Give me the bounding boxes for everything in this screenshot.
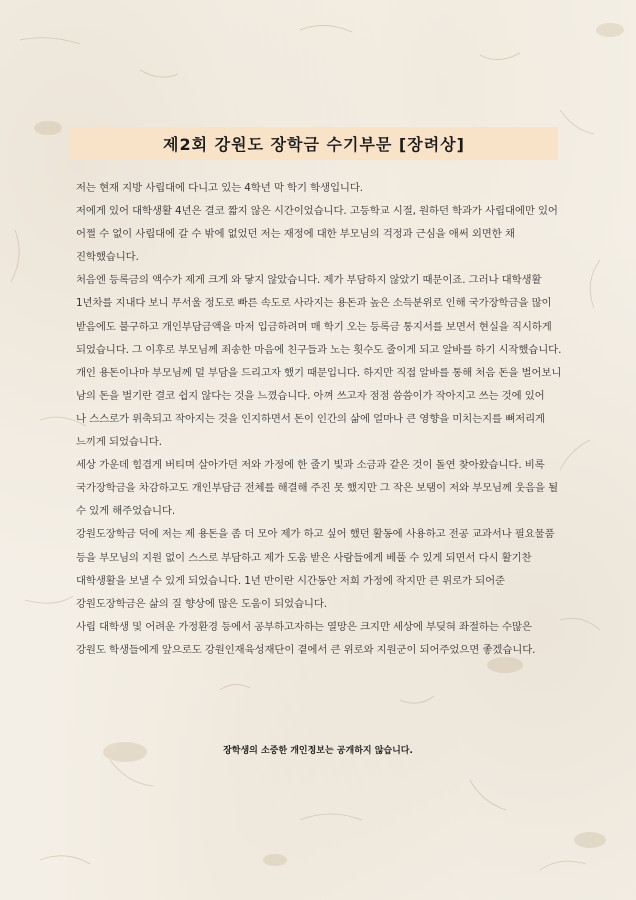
essay-line: 강원도 학생들에게 앞으로도 강원인재육성재단이 곁에서 큰 위로와 지원군이 되어주었으면 좋겠습니다. [76, 643, 536, 656]
essay-line: 저에게 있어 대학생활 4년은 결코 짧지 않은 시간이었습니다. 고등학교 시절, 원하던 학과가 사립대에만 있어 [76, 205, 558, 218]
essay-line: 대학생활을 보낼 수 있게 되었습니다. 1년 반이란 시간동안 저희 가정에 작지만 큰 위로가 되어준 [76, 574, 505, 587]
essay-line: 개인 용돈이나마 부모님께 덜 부담을 드리고자 했기 때문입니다. 하지만 직접 알바를 통해 처음 돈을 벌어보니 [76, 366, 562, 379]
page-title: 제2회 강원도 장학금 수기부문 [장려상] [70, 127, 558, 160]
essay-line: 세상 가운데 힘겹게 버티며 살아가던 저와 가정에 한 줄기 빛과 소금과 같은 것이 돌연 찾아왔습니다. 비록 [76, 459, 545, 472]
essay-line: 수 있게 해주었습니다. [76, 505, 176, 518]
essay-line: 남의 돈을 벌기란 결코 쉽지 않다는 것을 느꼈습니다. 아껴 쓰고자 점점 씀씀이가 작아지고 쓰는 것에 있어 [76, 389, 545, 402]
essay-line: 강원도장학금 덕에 저는 제 용돈을 좀 더 모아 제가 하고 싶어 했던 활동에 사용하고 전공 교과서나 필요물품 [76, 528, 555, 541]
essay-line: 강원도장학금은 삶의 질 향상에 많은 도움이 되었습니다. [76, 597, 327, 610]
essay-line: 사립 대학생 및 어려운 가정환경 등에서 공부하고자하는 열망은 크지만 세상에 부딪혀 좌절하는 수많은 [76, 620, 532, 633]
essay-line: 국가장학금을 차감하고도 개인부담금 전체를 해결해 주진 못 했지만 그 작은 보탬이 저와 부모님께 웃음을 될 [76, 482, 559, 495]
essay-line: 느끼게 되었습니다. [76, 436, 162, 449]
privacy-notice: 장학생의 소중한 개인정보는 공개하지 않습니다. [223, 746, 413, 756]
essay-line: 받음에도 불구하고 개인부담금액을 마저 입금하려며 매 학기 오는 등록금 통지서를 보면서 현실을 직시하게 [76, 320, 552, 333]
essay-line: 되었습니다. 그 이후로 부모님께 죄송한 마음에 친구들과 노는 횟수도 줄이게 되고 알바를 하기 시작했습니다. [76, 343, 562, 356]
essay-line: 저는 현재 지방 사립대에 다니고 있는 4학년 막 학기 학생입니다. [76, 182, 363, 194]
essay-line: 어쩔 수 없이 사립대에 갈 수 밖에 없었던 저는 재정에 대한 부모님의 걱정과 근심을 애써 외면한 채 [76, 228, 515, 241]
essay-line: 처음엔 등록금의 액수가 제게 크게 와 닿지 않았습니다. 제가 부담하지 않았기 때문이죠. 그러나 대학생활 [76, 274, 542, 287]
essay-line: 진학했습니다. [76, 251, 139, 264]
essay-body [76, 177, 562, 662]
essay-line: 등을 부모님의 지원 없이 스스로 부담하고 제가 도움 받은 사람들에게 베풀 수 있게 되면서 다시 활기찬 [76, 551, 532, 564]
essay-line: 나 스스로가 위축되고 작아지는 것을 인지하면서 돈이 인간의 삶에 얼마나 큰 영향을 미치는지를 뼈저리게 [76, 412, 545, 425]
essay-line: 1년차를 지내다 보니 무서울 정도로 빠른 속도로 사라지는 용돈과 높은 소득분위로 인해 국가장학금을 많이 [76, 297, 552, 310]
